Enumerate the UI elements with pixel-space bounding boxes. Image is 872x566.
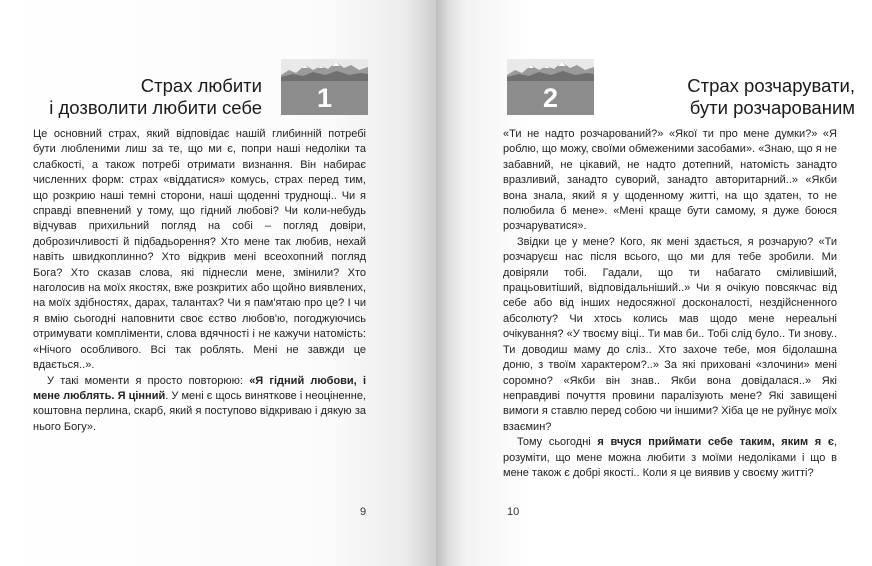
right-page [436,0,872,566]
chapter-number-left: 1 [281,81,368,115]
paragraph [503,435,837,481]
chapter-title-left-line2: і дозволити любити себе [49,97,262,118]
paragraph [33,374,366,436]
chapter-title-right-line1: Страх розчарувати, [687,75,855,96]
text-run: , розуміти, що мене можна любити з моїми недоліками і що в мене також є добрі якості.. Коли я це виявив у своєму житті? [503,436,837,479]
chapter-badge-left [281,59,368,115]
paragraph [503,127,837,235]
bold-text-run: «Я гідний любови, і мене люблять. Я цінний [33,374,366,402]
text-run: Звідки це у мене? Кого, як мені здається, я розчарую? «Ти розчаруєш нас після всього, що ми для тебе зробили. Ми довіряли тобі. Гадали, що ти набагато сміливіший, працьовитіший, відповідальніший..» Чи я очікую повсякчас від себе або від інших недосяжної досконалості, нездійсненного абсолюту? Чи хтось колись мав щодо мене нереальні очікування? «У твоєму віці.. Ти мав би.. Тобі слід було.. Ти знову.. Ти доводиш маму до сліз.. Хто захоче тебе, моя бідолашна доню, з твоїм характером?..» За які приховані «злочини» мені соромно? «Якби він знав.. Якби вона довідалася..» Які неправдиві почуття провини паралізують мене? Які завищені вимоги я ставлю перед собою чи іншими? Хіба це не руйнує моїх взаємин? [503,235,837,433]
chapter-title-left [40,75,262,119]
chapter-title-right [655,75,855,119]
mountains-icon [281,59,368,81]
text-run: . У мені є щось виняткове і неоціненне, коштовна перлина, скарб, який я поступово відкриваю і дякую за нього Богу». [33,389,366,433]
text-run: Це основний страх, який відповідає нашій глибинній потребі бути любленими лиш за те, що ми є, попри наші недоліки та слабкості, а також потребі отримати визнання. Він набирає численних форм: страх «віддатися» комусь, страх перед тим, що розкрию наші темні сторони, наші щоденні труднощі.. Чи я справді впевнений у тому, що гідний любові? Чи коли-небудь відчував прихильний погляд на собі – погляд довіри, доброзичливості й підбадьорення? Хто мене так любив, нехай навіть швидкоплинно? Хто відкрив мені всеохопний погляд Бога? Хто сказав слова, які піднесли мене, змінили? Хто наголосив на моїх якостях, вже розкритих або щойно виявлених, на моїх здібностях, дарах, талантах? Чи я пам'ятаю про це? І чи я вмію сьогодні наповнити своє єство любов'ю, погоджуючись отримувати компліменти, слова вдячності і не кажучи натомість: «Нічого особливого. Всі так роблять. Мені не завжди це вдається..». [33,128,366,372]
page-number-right: 10 [507,506,520,518]
chapter-number-right: 2 [507,81,594,115]
text-run: Тому сьогодні [517,436,598,449]
bold-text-run: я вчуся приймати себе таким, яким я є [597,436,834,449]
paragraph [33,127,366,374]
chapter-title-right-line2: бути розчарованим [689,97,855,118]
text-run: У такі моменти я просто повторюю: [47,374,250,387]
body-text-right [503,127,837,481]
paragraph [503,235,837,435]
chapter-title-left-line1: Страх любити [140,75,262,96]
text-run: «Ти не надто розчарований?» «Якої ти про мене думки?» «Я роблю, що можу, своїми обмеженими засобами». «Знаю, що я не забавний, не цікавий, не надто дотепний, натомість занадто вразливий, занадто суворий, занадто авторитарний..» «Якби вона знала, який я у щоденному житті, на що здатен, то не полюбила б мене». «Мені краще бути самому, я дуже боюся розчаруватися». [503,128,837,233]
chapter-badge-right [507,59,594,115]
body-text-left [33,127,366,435]
mountains-icon [507,59,594,81]
page-number-left: 9 [360,506,367,518]
